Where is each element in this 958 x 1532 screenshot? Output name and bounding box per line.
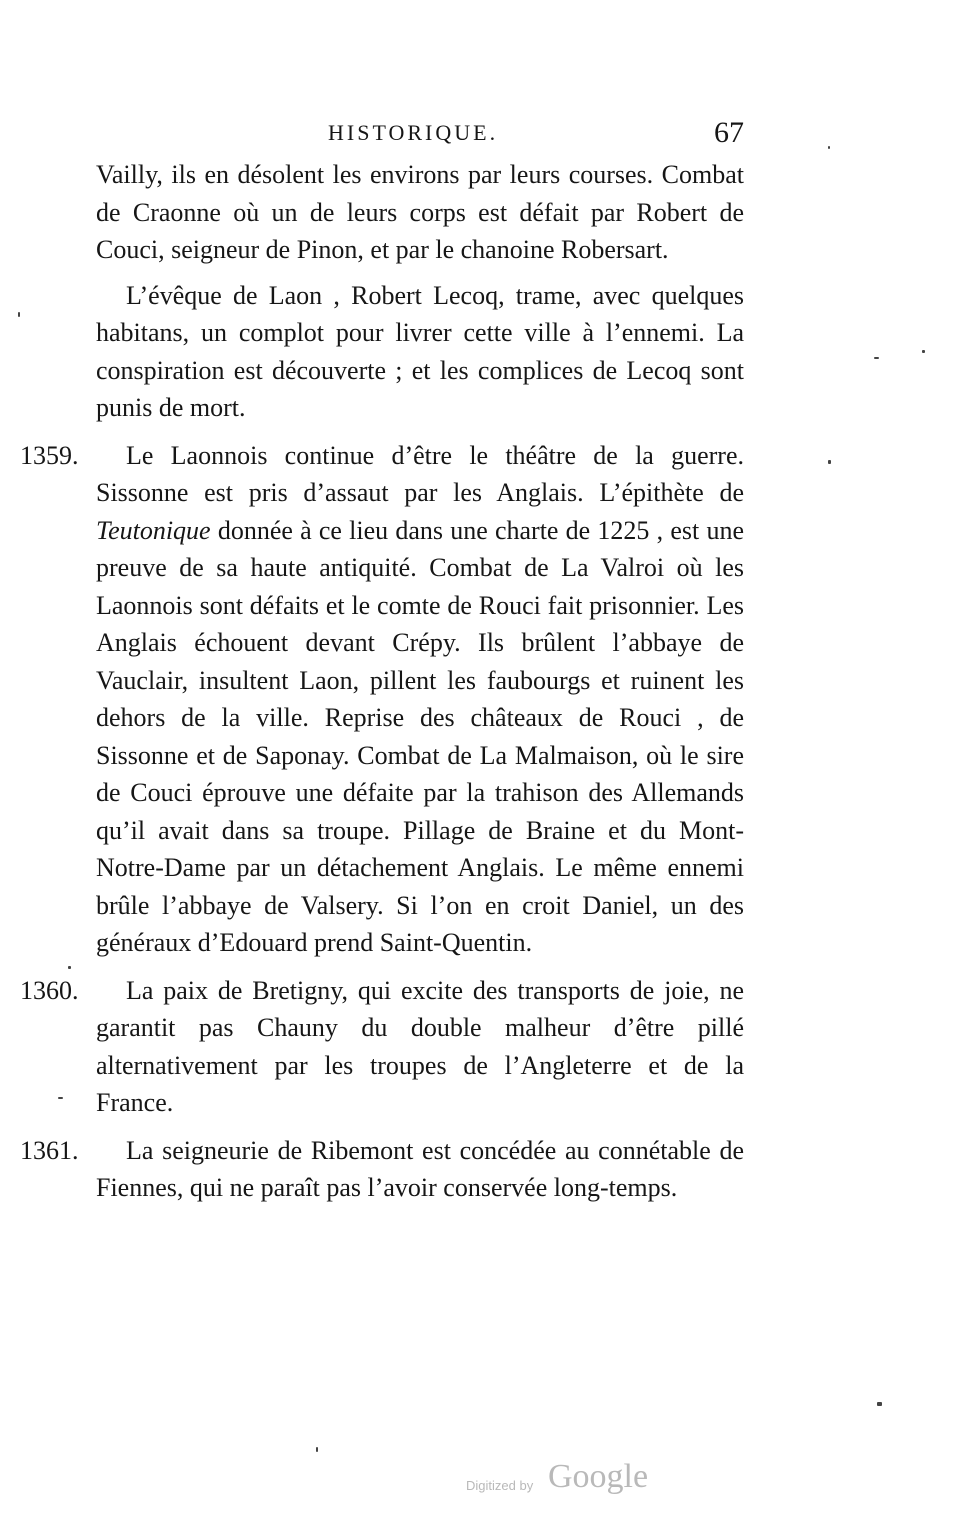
ink-speck [874, 357, 879, 359]
italic-term: Teutonique [96, 515, 211, 545]
paragraph-lecoq [96, 277, 744, 427]
year-marker: 1361. [20, 1135, 79, 1165]
ink-speck [828, 460, 831, 464]
ink-speck [68, 966, 71, 969]
paragraph-text: Le Laonnois continue d’être le théâtre de la guerre. Sissonne est pris d’assaut par les Anglais. L’épithète de [96, 440, 744, 507]
paragraph-text: La paix de Bretigny, qui excite des transports de joie, ne garantit pas Chauny du double malheur d’être pillé alternativement par les troupes de l’Angleterre et de la France. [96, 975, 744, 1117]
paragraph-1360 [20, 972, 744, 1122]
paragraph-text: donnée à ce lieu dans une charte de 1225 , est une preuve de sa haute antiquité. Combat de La Valroi où les Laonnois sont défaits et le comte de Rouci fait prisonnier. Les Anglais échouent devant Crépy. Ils brûlent l’abbaye de Vauclair, insultent Laon, pillent les faubourgs et ruinent les dehors de la ville. Reprise des châteaux de Rouci , de Sissonne et de Saponay. Combat de La Malmaison, où le sire de Couci éprouve une défaite par la trahison des Allemands qu’il avait dans sa troupe. Pillage de Braine et du Mont-Notre-Dame par un détachement Anglais. Le même ennemi brûle l’abbaye de Valsery. Si l’on en croit Daniel, un des généraux d’Edouard prend Saint-Quentin. [96, 515, 744, 957]
paragraph-text: L’évêque de Laon , Robert Lecoq, trame, avec quelques habitans, un complot pour livrer cette ville à l’ennemi. La conspiration est découverte ; et les complices de Lecoq sont punis de mort. [96, 280, 744, 422]
page-number: 67 [714, 116, 744, 149]
watermark-small-text: Digitized by [466, 1478, 534, 1493]
ink-speck [922, 350, 925, 353]
paragraph-text: Vailly, ils en désolent les environs par leurs courses. Combat de Craonne où un de leurs corps est défait par Robert de Couci, seigneur de Pinon, et par le chanoine Robersart. [96, 160, 744, 264]
paragraph-1361 [20, 1132, 744, 1207]
ink-speck [18, 312, 20, 317]
year-marker: 1360. [20, 975, 79, 1005]
ink-speck [828, 146, 830, 149]
ink-speck [58, 1097, 63, 1099]
google-logo: Google [548, 1458, 649, 1495]
running-head [96, 116, 746, 156]
body-text [20, 156, 744, 1207]
paragraph-text: La seigneurie de Ribemont est concédée au connétable de Fiennes, qui ne paraît pas l’avoir conservée long-temps. [96, 1135, 744, 1202]
ink-speck [316, 1447, 318, 1452]
ink-speck [877, 1402, 882, 1406]
digitization-watermark [466, 1458, 686, 1498]
paragraph-1359 [20, 437, 744, 962]
year-marker: 1359. [20, 440, 79, 470]
paragraph-continuation [96, 156, 744, 269]
running-title: HISTORIQUE. [328, 120, 499, 145]
